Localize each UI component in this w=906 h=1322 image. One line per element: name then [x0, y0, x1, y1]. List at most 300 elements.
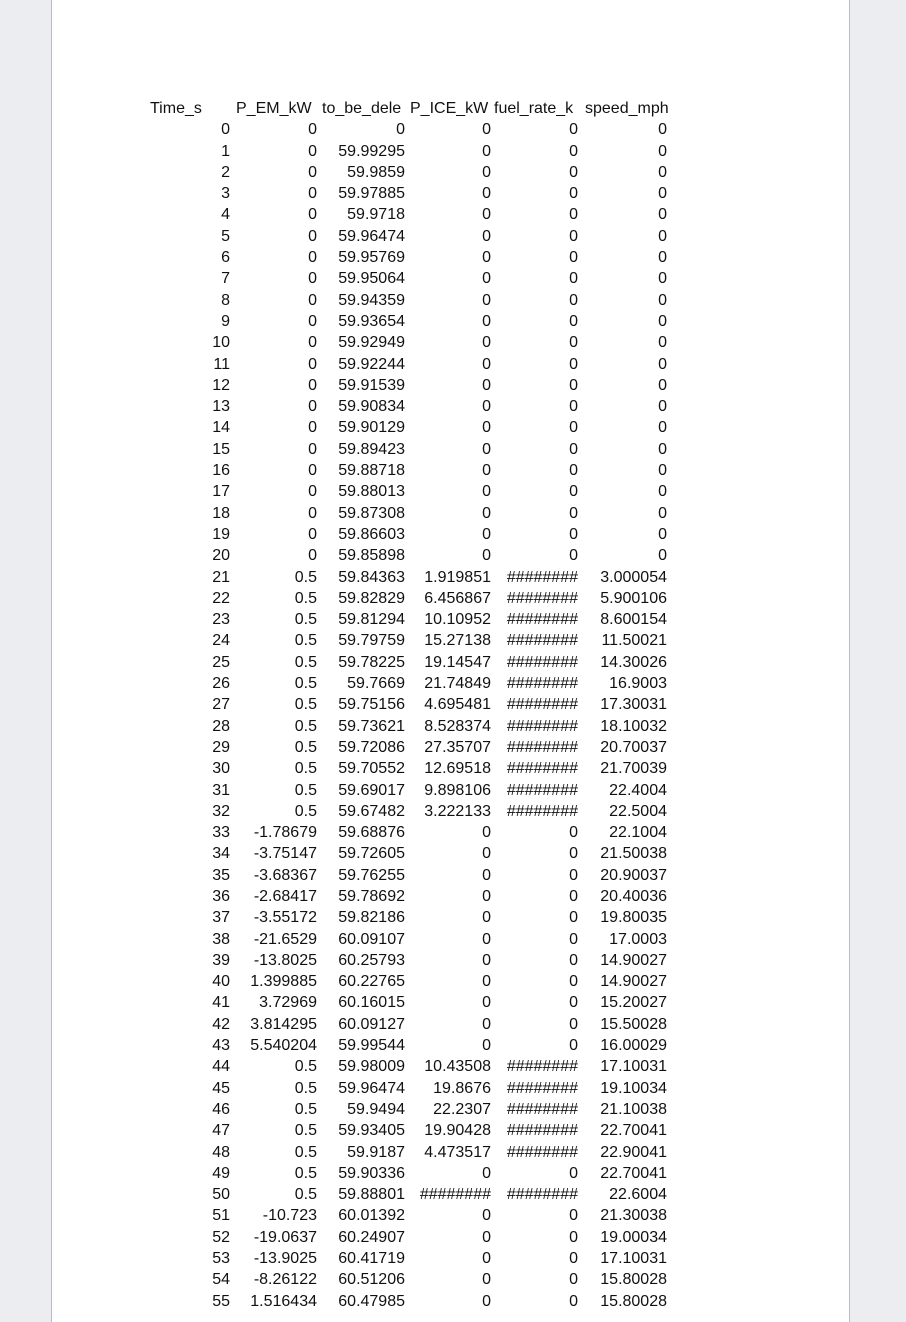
cell-time: 35 [212, 866, 230, 884]
cell-p-em: 0 [308, 462, 317, 480]
cell-p-em: 5.540204 [250, 1037, 317, 1055]
cell-p-em: 1.516434 [250, 1292, 317, 1310]
cell-time: 53 [212, 1250, 230, 1268]
cell-p-em: 0.5 [294, 760, 317, 778]
cell-speed: 0 [658, 142, 667, 160]
cell-to-be-deleted: 60.25793 [338, 951, 405, 969]
cell-p-ice: 0 [482, 525, 491, 543]
table-row [52, 162, 849, 183]
cell-time: 1 [221, 142, 230, 160]
cell-time: 21 [212, 568, 230, 586]
table-row [52, 290, 849, 311]
cell-to-be-deleted: 59.82186 [338, 909, 405, 927]
table-row [52, 992, 849, 1013]
cell-speed: 14.90027 [600, 951, 667, 969]
table-row [52, 1120, 849, 1141]
cell-to-be-deleted: 59.73621 [338, 717, 405, 735]
table-row [52, 567, 849, 588]
cell-time: 17 [212, 483, 230, 501]
cell-to-be-deleted: 0 [396, 121, 405, 139]
cell-time: 39 [212, 951, 230, 969]
cell-fuel-rate: 0 [569, 504, 578, 522]
cell-p-em: -1.78679 [253, 824, 317, 842]
cell-speed: 0 [658, 121, 667, 139]
cell-time: 51 [212, 1207, 230, 1225]
cell-p-em: 0 [308, 227, 317, 245]
table-row [52, 524, 849, 545]
table-row [52, 1269, 849, 1290]
cell-fuel-rate: 0 [569, 185, 578, 203]
cell-speed: 8.600154 [600, 611, 667, 629]
cell-p-em: 0 [308, 163, 317, 181]
cell-to-be-deleted: 59.78225 [338, 653, 405, 671]
cell-to-be-deleted: 59.99544 [338, 1037, 405, 1055]
cell-p-em: -3.75147 [253, 845, 317, 863]
cell-fuel-rate: 0 [569, 1164, 578, 1182]
cell-p-ice: 0 [482, 951, 491, 969]
cell-p-em: 3.72969 [259, 994, 317, 1012]
cell-time: 49 [212, 1164, 230, 1182]
cell-p-em: 0.5 [294, 1186, 317, 1204]
cell-to-be-deleted: 59.78692 [338, 887, 405, 905]
cell-speed: 0 [658, 525, 667, 543]
cell-speed: 21.50038 [600, 845, 667, 863]
table-row [52, 268, 849, 289]
cell-time: 26 [212, 675, 230, 693]
table-row [52, 843, 849, 864]
cell-to-be-deleted: 59.96474 [338, 1079, 405, 1097]
cell-p-em: 0 [308, 249, 317, 267]
cell-to-be-deleted: 59.90129 [338, 419, 405, 437]
cell-fuel-rate: 0 [569, 355, 578, 373]
cell-p-ice: 0 [482, 270, 491, 288]
cell-speed: 0 [658, 398, 667, 416]
cell-to-be-deleted: 59.75156 [338, 696, 405, 714]
cell-p-em: 0.5 [294, 1122, 317, 1140]
cell-p-ice: 0 [482, 887, 491, 905]
cell-fuel-rate: ######## [506, 1143, 578, 1161]
cell-speed: 15.20027 [600, 994, 667, 1012]
cell-p-em: -13.8025 [253, 951, 317, 969]
cell-to-be-deleted: 59.94359 [338, 291, 405, 309]
document-page [51, 0, 850, 1322]
table-row [52, 1227, 849, 1248]
cell-p-ice: ######## [419, 1186, 491, 1204]
cell-p-ice: 0 [482, 206, 491, 224]
cell-p-em: -19.0637 [253, 1228, 317, 1246]
cell-fuel-rate: ######## [506, 760, 578, 778]
cell-to-be-deleted: 59.69017 [338, 781, 405, 799]
cell-time: 14 [212, 419, 230, 437]
cell-time: 50 [212, 1186, 230, 1204]
cell-fuel-rate: 0 [569, 227, 578, 245]
table-row [52, 1078, 849, 1099]
cell-p-ice: 19.8676 [433, 1079, 491, 1097]
cell-fuel-rate: 0 [569, 973, 578, 991]
table-row [52, 907, 849, 928]
cell-p-em: 0 [308, 504, 317, 522]
cell-fuel-rate: 0 [569, 845, 578, 863]
cell-p-ice: 0 [482, 547, 491, 565]
table-row [52, 460, 849, 481]
cell-time: 23 [212, 611, 230, 629]
cell-speed: 14.30026 [600, 653, 667, 671]
cell-p-em: 0.5 [294, 781, 317, 799]
cell-time: 32 [212, 802, 230, 820]
cell-fuel-rate: 0 [569, 121, 578, 139]
cell-to-be-deleted: 60.41719 [338, 1250, 405, 1268]
cell-to-be-deleted: 59.93654 [338, 312, 405, 330]
cell-fuel-rate: 0 [569, 866, 578, 884]
table-row [52, 1291, 849, 1312]
cell-p-ice: 0 [482, 1207, 491, 1225]
table-row [52, 503, 849, 524]
table-row [52, 311, 849, 332]
column-header-speed: speed_mph [585, 100, 669, 117]
column-header-p-em: P_EM_kW [236, 100, 312, 117]
cell-speed: 15.80028 [600, 1271, 667, 1289]
cell-time: 55 [212, 1292, 230, 1310]
cell-speed: 17.0003 [609, 930, 667, 948]
cell-p-ice: 19.14547 [424, 653, 491, 671]
cell-fuel-rate: 0 [569, 312, 578, 330]
table-row [52, 652, 849, 673]
cell-p-ice: 0 [482, 121, 491, 139]
cell-time: 42 [212, 1015, 230, 1033]
table-row [52, 950, 849, 971]
cell-time: 16 [212, 462, 230, 480]
cell-fuel-rate: ######## [506, 632, 578, 650]
cell-p-em: -21.6529 [253, 930, 317, 948]
cell-p-ice: 9.898106 [424, 781, 491, 799]
cell-p-ice: 0 [482, 866, 491, 884]
cell-to-be-deleted: 59.9718 [347, 206, 405, 224]
cell-fuel-rate: ######## [506, 611, 578, 629]
cell-to-be-deleted: 59.88801 [338, 1186, 405, 1204]
cell-to-be-deleted: 59.72086 [338, 738, 405, 756]
cell-speed: 19.10034 [600, 1079, 667, 1097]
table-row [52, 1056, 849, 1077]
cell-to-be-deleted: 59.87308 [338, 504, 405, 522]
cell-time: 33 [212, 824, 230, 842]
cell-to-be-deleted: 59.92949 [338, 334, 405, 352]
cell-fuel-rate: 0 [569, 525, 578, 543]
cell-speed: 14.90027 [600, 973, 667, 991]
table-row [52, 630, 849, 651]
cell-fuel-rate: 0 [569, 419, 578, 437]
cell-to-be-deleted: 60.09107 [338, 930, 405, 948]
cell-p-ice: 0 [482, 227, 491, 245]
table-row [52, 609, 849, 630]
table-row [52, 1248, 849, 1269]
cell-to-be-deleted: 60.22765 [338, 973, 405, 991]
table-row [52, 822, 849, 843]
cell-speed: 19.80035 [600, 909, 667, 927]
cell-p-em: -2.68417 [253, 887, 317, 905]
cell-fuel-rate: 0 [569, 462, 578, 480]
cell-fuel-rate: 0 [569, 930, 578, 948]
cell-speed: 0 [658, 376, 667, 394]
cell-speed: 0 [658, 206, 667, 224]
cell-time: 46 [212, 1100, 230, 1118]
cell-time: 54 [212, 1271, 230, 1289]
cell-p-ice: 0 [482, 398, 491, 416]
cell-time: 5 [221, 227, 230, 245]
cell-time: 27 [212, 696, 230, 714]
cell-speed: 21.70039 [600, 760, 667, 778]
cell-to-be-deleted: 59.82829 [338, 589, 405, 607]
cell-time: 0 [221, 121, 230, 139]
cell-time: 8 [221, 291, 230, 309]
cell-p-em: -3.55172 [253, 909, 317, 927]
cell-p-ice: 0 [482, 1271, 491, 1289]
table-row [52, 439, 849, 460]
cell-time: 20 [212, 547, 230, 565]
cell-p-em: 0 [308, 270, 317, 288]
cell-p-ice: 27.35707 [424, 738, 491, 756]
cell-speed: 19.00034 [600, 1228, 667, 1246]
cell-speed: 0 [658, 249, 667, 267]
cell-speed: 22.70041 [600, 1164, 667, 1182]
cell-p-em: 0.5 [294, 1143, 317, 1161]
cell-speed: 22.70041 [600, 1122, 667, 1140]
cell-p-ice: 0 [482, 1250, 491, 1268]
cell-fuel-rate: ######## [506, 653, 578, 671]
table-row [52, 716, 849, 737]
cell-time: 19 [212, 525, 230, 543]
cell-to-be-deleted: 59.90834 [338, 398, 405, 416]
cell-fuel-rate: 0 [569, 1292, 578, 1310]
cell-fuel-rate: 0 [569, 163, 578, 181]
cell-time: 36 [212, 887, 230, 905]
cell-p-em: 1.399885 [250, 973, 317, 991]
table-row [52, 673, 849, 694]
cell-speed: 5.900106 [600, 589, 667, 607]
cell-speed: 17.10031 [600, 1250, 667, 1268]
table-row [52, 1099, 849, 1120]
cell-time: 37 [212, 909, 230, 927]
cell-speed: 15.80028 [600, 1292, 667, 1310]
cell-fuel-rate: 0 [569, 1037, 578, 1055]
cell-p-ice: 0 [482, 824, 491, 842]
cell-to-be-deleted: 59.90336 [338, 1164, 405, 1182]
cell-to-be-deleted: 60.51206 [338, 1271, 405, 1289]
cell-time: 15 [212, 440, 230, 458]
cell-to-be-deleted: 59.93405 [338, 1122, 405, 1140]
cell-fuel-rate: ######## [506, 1079, 578, 1097]
cell-fuel-rate: 0 [569, 994, 578, 1012]
table-row [52, 183, 849, 204]
cell-time: 29 [212, 738, 230, 756]
table-row [52, 375, 849, 396]
cell-time: 34 [212, 845, 230, 863]
cell-time: 22 [212, 589, 230, 607]
cell-p-em: 0.5 [294, 717, 317, 735]
cell-fuel-rate: 0 [569, 1015, 578, 1033]
header-row [52, 98, 849, 119]
cell-time: 25 [212, 653, 230, 671]
cell-fuel-rate: ######## [506, 717, 578, 735]
cell-fuel-rate: 0 [569, 440, 578, 458]
cell-p-ice: 0 [482, 1228, 491, 1246]
cell-fuel-rate: 0 [569, 270, 578, 288]
cell-to-be-deleted: 59.67482 [338, 802, 405, 820]
cell-p-ice: 12.69518 [424, 760, 491, 778]
cell-p-em: 0.5 [294, 653, 317, 671]
cell-p-ice: 0 [482, 994, 491, 1012]
cell-p-em: 0 [308, 206, 317, 224]
cell-p-em: 0.5 [294, 611, 317, 629]
cell-to-be-deleted: 59.9187 [347, 1143, 405, 1161]
cell-to-be-deleted: 60.09127 [338, 1015, 405, 1033]
cell-p-ice: 19.90428 [424, 1122, 491, 1140]
cell-speed: 16.00029 [600, 1037, 667, 1055]
cell-p-ice: 0 [482, 504, 491, 522]
cell-speed: 0 [658, 440, 667, 458]
cell-speed: 22.1004 [609, 824, 667, 842]
cell-p-ice: 0 [482, 419, 491, 437]
cell-p-em: -10.723 [262, 1207, 317, 1225]
cell-p-em: 0.5 [294, 568, 317, 586]
cell-to-be-deleted: 59.96474 [338, 227, 405, 245]
cell-speed: 0 [658, 504, 667, 522]
table-row [52, 226, 849, 247]
cell-to-be-deleted: 59.85898 [338, 547, 405, 565]
cell-p-ice: 0 [482, 930, 491, 948]
cell-time: 10 [212, 334, 230, 352]
table-row [52, 929, 849, 950]
cell-time: 7 [221, 270, 230, 288]
cell-p-ice: 6.456867 [424, 589, 491, 607]
cell-speed: 20.40036 [600, 887, 667, 905]
cell-p-ice: 0 [482, 334, 491, 352]
cell-time: 12 [212, 376, 230, 394]
cell-speed: 0 [658, 312, 667, 330]
cell-p-ice: 0 [482, 142, 491, 160]
cell-p-em: 0 [308, 419, 317, 437]
cell-fuel-rate: 0 [569, 376, 578, 394]
cell-speed: 22.90041 [600, 1143, 667, 1161]
cell-time: 2 [221, 163, 230, 181]
table-row [52, 354, 849, 375]
table-row [52, 801, 849, 822]
table-row [52, 886, 849, 907]
cell-p-em: 0 [308, 440, 317, 458]
cell-fuel-rate: ######## [506, 589, 578, 607]
cell-to-be-deleted: 59.79759 [338, 632, 405, 650]
cell-p-ice: 0 [482, 291, 491, 309]
cell-speed: 20.90037 [600, 866, 667, 884]
cell-p-ice: 0 [482, 973, 491, 991]
cell-time: 24 [212, 632, 230, 650]
cell-time: 48 [212, 1143, 230, 1161]
cell-p-em: -3.68367 [253, 866, 317, 884]
table-row [52, 971, 849, 992]
table-row [52, 758, 849, 779]
cell-p-ice: 0 [482, 376, 491, 394]
cell-to-be-deleted: 59.99295 [338, 142, 405, 160]
cell-p-em: 0.5 [294, 632, 317, 650]
cell-fuel-rate: 0 [569, 909, 578, 927]
cell-to-be-deleted: 59.81294 [338, 611, 405, 629]
cell-to-be-deleted: 59.9859 [347, 163, 405, 181]
cell-to-be-deleted: 59.89423 [338, 440, 405, 458]
cell-fuel-rate: 0 [569, 951, 578, 969]
cell-p-em: 0.5 [294, 589, 317, 607]
cell-speed: 11.50021 [601, 632, 667, 650]
cell-p-ice: 0 [482, 312, 491, 330]
cell-p-ice: 0 [482, 462, 491, 480]
table-row [52, 204, 849, 225]
table-row [52, 865, 849, 886]
cell-p-em: 0 [308, 291, 317, 309]
cell-p-em: 0.5 [294, 675, 317, 693]
cell-time: 6 [221, 249, 230, 267]
cell-p-ice: 0 [482, 1164, 491, 1182]
column-header-fuel-rate: fuel_rate_k [494, 100, 574, 117]
table-row [52, 694, 849, 715]
cell-time: 9 [221, 312, 230, 330]
table-row [52, 545, 849, 566]
column-header-time: Time_s [150, 100, 202, 117]
table-row [52, 1014, 849, 1035]
cell-to-be-deleted: 59.7669 [347, 675, 405, 693]
cell-fuel-rate: 0 [569, 291, 578, 309]
cell-to-be-deleted: 59.92244 [338, 355, 405, 373]
table-row [52, 737, 849, 758]
cell-p-ice: 8.528374 [424, 717, 491, 735]
cell-speed: 0 [658, 547, 667, 565]
cell-p-em: -8.26122 [253, 1271, 317, 1289]
cell-p-em: 0.5 [294, 1164, 317, 1182]
cell-p-ice: 0 [482, 483, 491, 501]
cell-time: 4 [221, 206, 230, 224]
cell-time: 44 [212, 1058, 230, 1076]
cell-fuel-rate: ######## [506, 1058, 578, 1076]
cell-speed: 17.30031 [600, 696, 667, 714]
table-row [52, 1205, 849, 1226]
cell-fuel-rate: ######## [506, 738, 578, 756]
cell-fuel-rate: ######## [506, 675, 578, 693]
cell-speed: 0 [658, 334, 667, 352]
cell-p-em: 0 [308, 525, 317, 543]
cell-fuel-rate: 0 [569, 824, 578, 842]
cell-fuel-rate: ######## [506, 802, 578, 820]
cell-time: 43 [212, 1037, 230, 1055]
cell-p-em: 0 [308, 334, 317, 352]
cell-p-em: 0 [308, 185, 317, 203]
cell-to-be-deleted: 59.95769 [338, 249, 405, 267]
cell-speed: 22.5004 [609, 802, 667, 820]
cell-to-be-deleted: 59.70552 [338, 760, 405, 778]
cell-to-be-deleted: 59.76255 [338, 866, 405, 884]
cell-speed: 0 [658, 483, 667, 501]
cell-p-ice: 0 [482, 845, 491, 863]
cell-fuel-rate: 0 [569, 1207, 578, 1225]
cell-p-ice: 4.473517 [424, 1143, 491, 1161]
cell-fuel-rate: 0 [569, 1271, 578, 1289]
cell-to-be-deleted: 59.88013 [338, 483, 405, 501]
cell-to-be-deleted: 59.91539 [338, 376, 405, 394]
cell-to-be-deleted: 59.86603 [338, 525, 405, 543]
cell-time: 31 [212, 781, 230, 799]
table-row [52, 396, 849, 417]
cell-fuel-rate: 0 [569, 142, 578, 160]
cell-p-ice: 15.27138 [424, 632, 491, 650]
table-row [52, 1163, 849, 1184]
cell-speed: 18.10032 [600, 717, 667, 735]
cell-speed: 21.30038 [600, 1207, 667, 1225]
